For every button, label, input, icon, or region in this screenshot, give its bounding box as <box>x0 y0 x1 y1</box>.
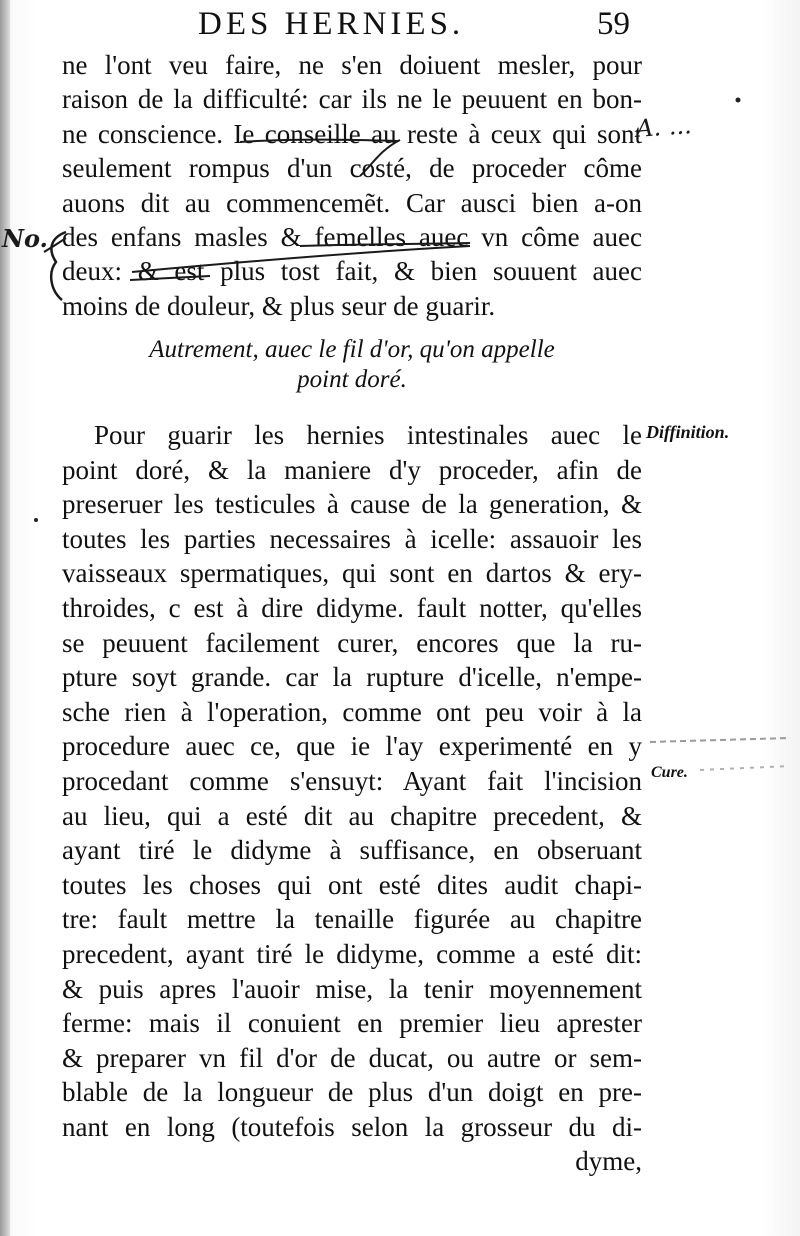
text-line: au lieu, qui a esté dit au chapitre precedent, & <box>62 800 642 831</box>
text-line: sche rien à l'operation, comme ont peu voir à la <box>62 696 642 727</box>
text-line: nant en long (toutefois selon la grosseur du di- <box>62 1111 642 1142</box>
page-number: 59 <box>597 6 630 42</box>
text-line: Pour guarir les hernies intestinales auec le <box>94 420 642 450</box>
section-heading-line: Autrement, auec le fil d'or, qu'on appelle <box>149 336 555 363</box>
text-line: des enfans masles & femelles auec vn côme auec <box>62 221 642 252</box>
handwritten-annotation-left: No. <box>2 224 48 253</box>
text-line: & preparer vn fil d'or de ducat, ou autre or sem- <box>62 1042 642 1073</box>
text-line: se peuuent facilement curer, encores que la ru- <box>62 627 642 658</box>
text-line: seulement rompus d'un costé, de proceder côme <box>62 153 642 184</box>
page-gutter-shadow <box>0 0 10 1236</box>
text-line: blable de la longueur de plus d'un doigt en pre- <box>62 1077 642 1108</box>
text-line: ne conscience. Ie conseille au reste à ceux qui sont <box>62 118 642 149</box>
margin-note-cure: Cure. <box>651 764 688 781</box>
handwritten-annotation-right: A. ... <box>635 111 693 143</box>
paragraph-1 <box>62 48 642 323</box>
margin-note-diffinition: Diffinition. <box>646 422 730 442</box>
text-line: toutes les choses qui ont esté dites audit chapi- <box>62 869 642 900</box>
faint-bleed-mark <box>650 738 790 742</box>
text-line: auons dit au commencemẽt. Car ausci bien a-on <box>62 187 642 218</box>
text-line: raison de la difficulté: car ils ne le peuuent en bon- <box>62 84 642 115</box>
text-line: precedent, ayant tiré le didyme, comme a esté dit: <box>62 938 642 969</box>
text-line: procedant comme s'ensuyt: Ayant fait l'incision <box>62 765 642 796</box>
section-heading-line: point doré. <box>297 366 407 393</box>
text-line: vaisseaux spermatiques, qui sont en dartos & ery- <box>62 558 642 589</box>
text-line: point doré, & la maniere d'y proceder, afin de <box>62 454 642 485</box>
text-line: preseruer les testicules à cause de la generation, & <box>62 489 642 520</box>
text-line: & puis apres l'auoir mise, la tenir moyennement <box>62 973 642 1004</box>
paragraph-2 <box>62 418 642 1179</box>
faint-bleed-mark <box>700 766 790 770</box>
ink-dot <box>736 98 741 103</box>
running-title: DES HERNIES. <box>198 6 465 42</box>
text-line: ferme: mais il conuient en premier lieu aprester <box>62 1008 642 1039</box>
text-line: pture soyt grande. car la rupture d'icelle, n'empe- <box>62 662 642 693</box>
text-line: deux: & est plus tost fait, & bien souuent auec <box>62 256 642 287</box>
ink-dot <box>34 518 38 522</box>
running-head <box>0 2 800 46</box>
text-line: moins de douleur, & plus seur de guarir. <box>62 290 496 321</box>
text-line: dyme, <box>575 1146 642 1177</box>
text-line: toutes les parties necessaires à icelle: assauoir les <box>62 523 642 554</box>
section-heading <box>62 335 642 395</box>
text-line: procedure auec ce, que ie l'ay experimenté en y <box>62 731 642 762</box>
text-line: ne l'ont veu faire, ne s'en doiuent mesler, pour <box>62 50 642 80</box>
text-line: ayant tiré le didyme à suffisance, en obseruant <box>62 835 642 866</box>
text-line: tre: fault mettre la tenaille figurée au chapitre <box>62 904 642 935</box>
text-line: throides, c est à dire didyme. fault notter, qu'elles <box>62 592 642 623</box>
